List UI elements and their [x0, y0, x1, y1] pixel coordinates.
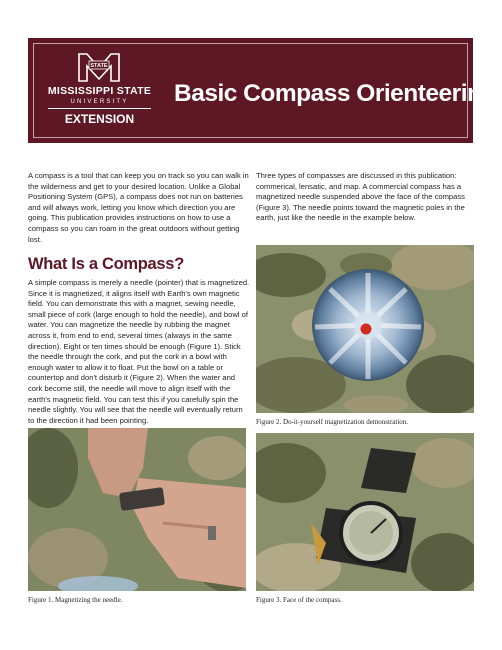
logo-extension: EXTENSION — [64, 112, 135, 126]
page-title: Basic Compass Orienteering — [174, 80, 496, 107]
figure-2-caption: Figure 2. Do-it-yourself magnetization demonstration. — [256, 418, 409, 426]
hands-magnet-image — [28, 428, 246, 591]
camo-bowl-image — [256, 245, 474, 413]
header-banner — [28, 38, 496, 143]
msu-extension-logo — [28, 38, 166, 143]
figure-3-photo — [256, 433, 474, 591]
compass-image — [256, 433, 474, 591]
figure-2-photo — [256, 245, 474, 413]
section-heading: What Is a Compass? — [28, 255, 184, 273]
intro-paragraph: A compass is a tool that can keep you on track so you can walk in the wilderness and get to your desired location. Unlike a Global Positioning System (GPS), a compass does not run on batteries and will always work, letting you know which direction you are going. This publication provides instructions on how to use a compass so you can roam in the great outdoors without getting lost. — [28, 171, 249, 244]
logo-shield-text — [90, 61, 108, 68]
svg-text:STATE: STATE — [90, 62, 108, 68]
figure-1-photo — [28, 428, 246, 591]
figure-1-caption: Figure 1. Magnetizing the needle. — [28, 596, 123, 604]
logo-divider — [48, 108, 151, 109]
logo-university: UNIVERSITY — [70, 99, 129, 105]
logo-mississippi-state: MISSISSIPPI STATE — [47, 85, 152, 97]
section-body: A simple compass is merely a needle (pointer) that is magnetized. Since it is magnetized, it aligns itself with Earth's own magnetic field. You can demonstrate this with a magnet, sewing needle, small piece of cork (large enough to hold the needle), and bowl of water. You can magnetize the needle by rubbing the magnet across it, from end to end, several times (always in the same direction). Eight or ten times should be enough (Figure 1). Stick the needle through the cork, and put the cork in a bowl with enough water to allow it to float. Put the bowl on a table or countertop and don't disturb it (Figure 2). When the water and cork become still, the needle will move to align itself with the earth's magnetic field. You can test this if you carefully spin the needle slightly. You will see that the needle will eventually return to the direction it had been pointing. — [28, 278, 250, 425]
right-intro-paragraph: Three types of compasses are discussed in this publication: commerical, lensatic, and map. A commercial compass has a magnetized needle suspended above the face of the compass (Figure 3). The needle points toward the magnetic poles in the earth, just like the needle in the example below. — [256, 171, 465, 223]
figure-3-caption: Figure 3. Face of the compass. — [256, 596, 342, 604]
